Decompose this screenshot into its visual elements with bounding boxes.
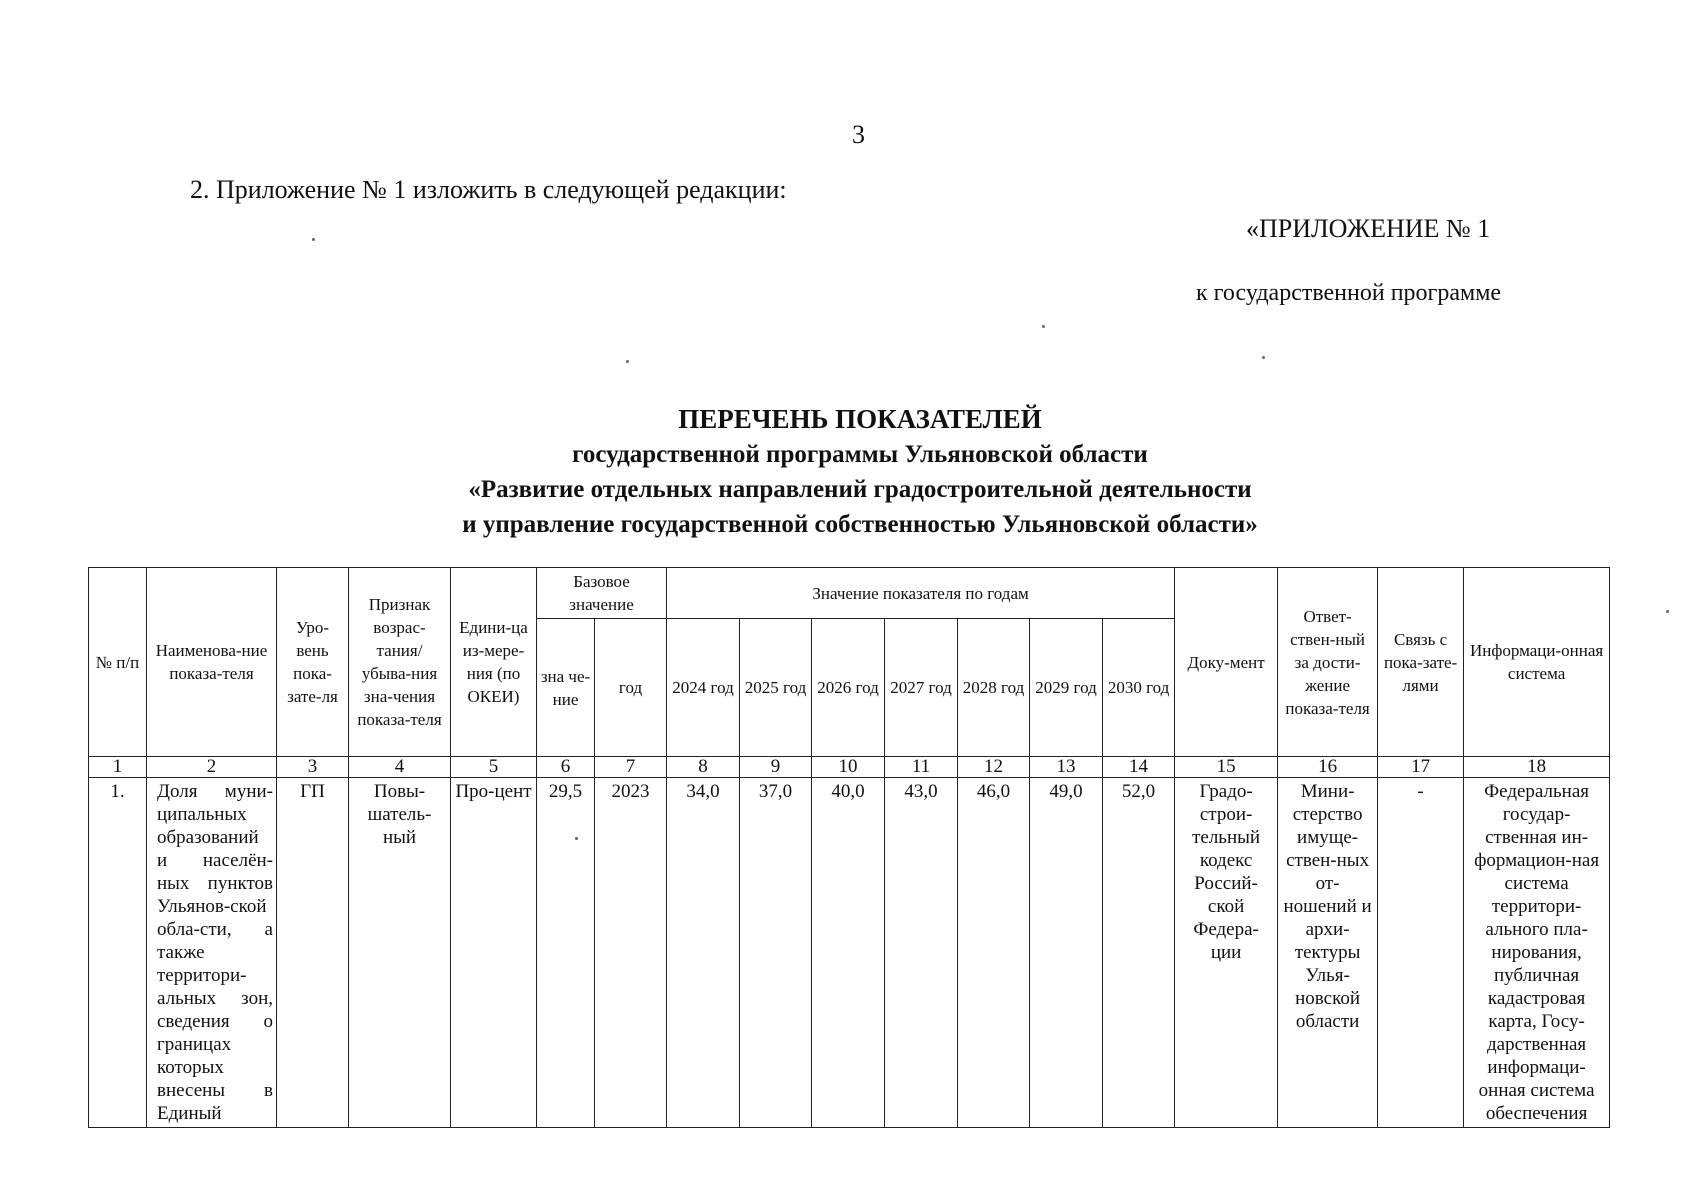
- scan-speck: [575, 837, 578, 840]
- heading-line-3: «Развитие отдельных направлений градостроительной деятельности: [468, 476, 1252, 503]
- row-unit: Про-цент: [451, 778, 537, 1128]
- header-base: Базовое значение: [537, 568, 667, 619]
- header-num: № п/п: [89, 568, 147, 757]
- column-number: 9: [740, 757, 812, 778]
- page-number: 3: [852, 120, 865, 149]
- row-level: ГП: [277, 778, 349, 1128]
- heading-line-4: и управление государственной собственностью Ульяновской области»: [462, 511, 1258, 538]
- row-base-value: 29,5: [537, 778, 595, 1128]
- column-number: 16: [1278, 757, 1378, 778]
- row-document: Градо-строи-тельный кодекс Россий-ской Федера-ции: [1175, 778, 1278, 1128]
- table-row: [89, 778, 1610, 1128]
- scan-speck: [1262, 356, 1265, 359]
- scan-speck: [312, 238, 315, 241]
- column-number: 2: [147, 757, 277, 778]
- column-number: 15: [1175, 757, 1278, 778]
- header-year-2030: 2030 год: [1103, 619, 1175, 757]
- row-info-system: Федеральная государ-ственная ин-формацион-ная система территори-ального пла-нирования, публичная кадастровая карта, Госу-дарственная информаци-онная система обеспечения: [1464, 778, 1610, 1128]
- column-number: 7: [595, 757, 667, 778]
- header-base-value: зна че-ние: [537, 619, 595, 757]
- header-year-2026: 2026 год: [812, 619, 885, 757]
- header-name: Наименова-ние показа-теля: [147, 568, 277, 757]
- column-number: 10: [812, 757, 885, 778]
- column-number: 18: [1464, 757, 1610, 778]
- header-year-2024: 2024 год: [667, 619, 740, 757]
- column-number: 13: [1030, 757, 1103, 778]
- header-base-year: год: [595, 619, 667, 757]
- row-value-2030: 52,0: [1103, 778, 1175, 1128]
- header-year-2027: 2027 год: [885, 619, 958, 757]
- heading-line-2: государственной программы Ульяновской области: [572, 441, 1148, 468]
- column-number: 1: [89, 757, 147, 778]
- column-number: 4: [349, 757, 451, 778]
- header-link: Связь с пока-зате-лями: [1378, 568, 1464, 757]
- row-num: 1.: [89, 778, 147, 1128]
- appendix-subtitle: к государственной программе: [1196, 280, 1502, 306]
- row-value-2027: 43,0: [885, 778, 958, 1128]
- header-level: Уро-вень пока-зате-ля: [277, 568, 349, 757]
- row-base-year: 2023: [595, 778, 667, 1128]
- heading-title: ПЕРЕЧЕНЬ ПОКАЗАТЕЛЕЙ: [678, 404, 1042, 434]
- row-value-2024: 34,0: [667, 778, 740, 1128]
- row-value-2029: 49,0: [1030, 778, 1103, 1128]
- row-value-2025: 37,0: [740, 778, 812, 1128]
- indicators-table: [88, 567, 1610, 1128]
- scan-speck: [1666, 610, 1669, 613]
- header-year-2029: 2029 год: [1030, 619, 1103, 757]
- column-number: 5: [451, 757, 537, 778]
- row-link: -: [1378, 778, 1464, 1128]
- header-row-1: [89, 568, 1610, 619]
- row-trend: Повы-шатель-ный: [349, 778, 451, 1128]
- header-responsible: Ответ-ствен-ный за дости-жение показа-теля: [1278, 568, 1378, 757]
- column-number: 14: [1103, 757, 1175, 778]
- header-document: Доку-мент: [1175, 568, 1278, 757]
- column-number: 12: [958, 757, 1030, 778]
- scan-speck: [1042, 325, 1045, 328]
- row-value-2026: 40,0: [812, 778, 885, 1128]
- column-number: 6: [537, 757, 595, 778]
- appendix-title: «ПРИЛОЖЕНИЕ № 1: [1246, 214, 1491, 243]
- header-info-system: Информаци-онная система: [1464, 568, 1610, 757]
- column-number: 17: [1378, 757, 1464, 778]
- column-number: 8: [667, 757, 740, 778]
- document-heading: [0, 402, 1698, 542]
- row-responsible: Мини-стерство имуще-ствен-ных от-ношений и архи-тектуры Улья-новской области: [1278, 778, 1378, 1128]
- header-trend: Признак возрас-тания/ убыва-ния зна-чения показа-теля: [349, 568, 451, 757]
- scan-speck: [626, 360, 629, 363]
- column-number-row: [89, 757, 1610, 778]
- header-unit: Едини-ца из-мере-ния (по ОКЕИ): [451, 568, 537, 757]
- header-years-group: Значение показателя по годам: [667, 568, 1175, 619]
- row-value-2028: 46,0: [958, 778, 1030, 1128]
- intro-text: 2. Приложение № 1 изложить в следующей редакции:: [190, 175, 787, 204]
- column-number: 11: [885, 757, 958, 778]
- header-year-2028: 2028 год: [958, 619, 1030, 757]
- header-year-2025: 2025 год: [740, 619, 812, 757]
- row-name: Доля муни-ципальных образований и населён-ных пунктов Ульянов-ской обла-сти, а также территори-альных зон, сведения о границах которых внесены в Единый: [147, 778, 277, 1128]
- column-number: 3: [277, 757, 349, 778]
